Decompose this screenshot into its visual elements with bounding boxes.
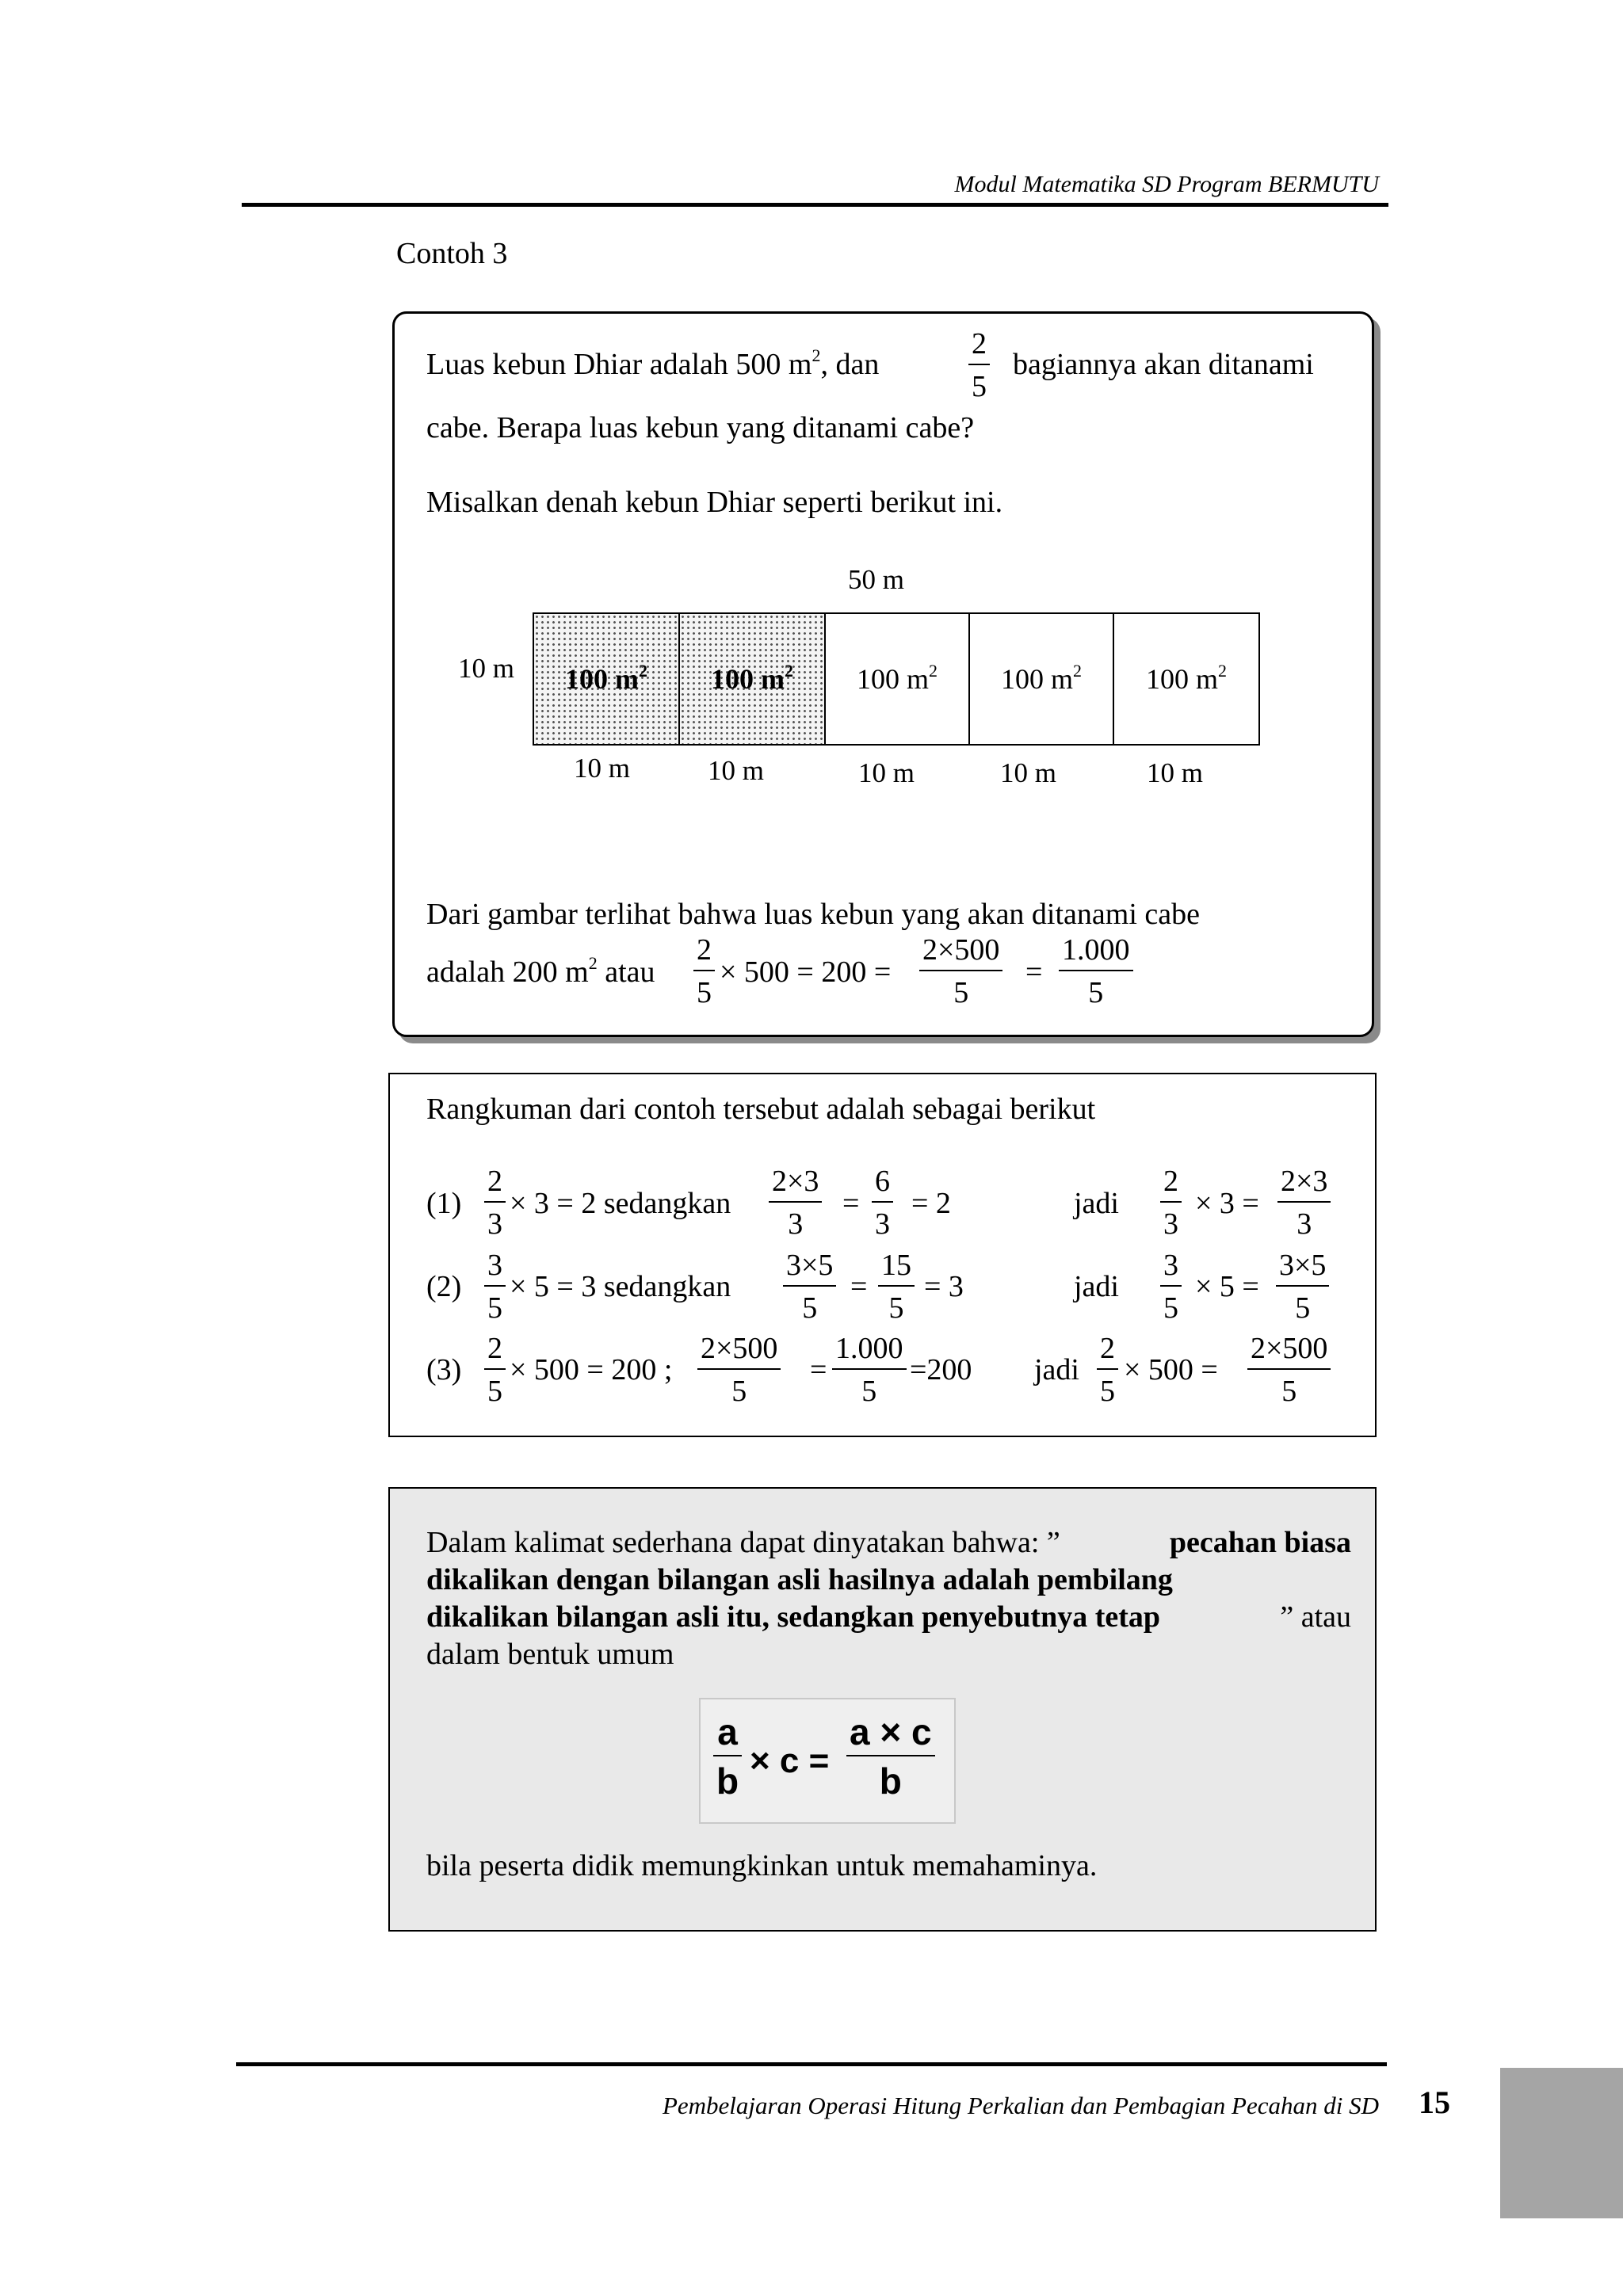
fraction: 3 5	[1160, 1250, 1182, 1323]
conclusion-line2: adalah 200 $m^2$ atau	[426, 953, 655, 989]
equation-text: × 3 =	[1195, 1187, 1259, 1220]
equation-text: × 500 = 200 =	[720, 955, 892, 989]
fraction: 2×3 3	[769, 1166, 822, 1239]
equation-text: × 5 = 3 sedangkan	[510, 1270, 731, 1303]
fraction: 3×5 5	[783, 1250, 836, 1323]
fraction-two-fifths: 2 5	[968, 329, 990, 402]
fraction: 2×500 5	[919, 935, 1002, 1008]
fraction: 3×5 5	[1276, 1250, 1329, 1323]
rule-closing: bila peserta didik memungkinkan untuk memahaminya.	[426, 1849, 1098, 1882]
garden-plot-planted: 100 $m^2$	[533, 612, 680, 746]
page-tab	[1500, 2068, 1623, 2218]
summary-row-label: (3)	[426, 1353, 462, 1386]
example-heading: Contoh 3	[396, 237, 508, 270]
formula-fraction: a × c b	[846, 1714, 935, 1799]
summary-title: Rangkuman dari contoh tersebut adalah sebagai berikut	[426, 1093, 1096, 1126]
plot-width-label: 10 m	[574, 753, 630, 784]
fraction: 2 3	[1160, 1166, 1182, 1239]
example-line1: Luas kebun Dhiar adalah 500 $m^2$, dan	[426, 345, 880, 381]
fraction: 3 5	[484, 1250, 506, 1323]
rule-line3: dikalikan bilangan asli itu, sedangkan penyebutnya tetap ” atau	[426, 1600, 1351, 1634]
fraction: 2×3 3	[1277, 1166, 1331, 1239]
fraction: 15 5	[878, 1250, 915, 1323]
conclusion-line1: Dari gambar terlihat bahwa luas kebun yang akan ditanami cabe	[426, 898, 1200, 931]
fraction: 2 3	[484, 1166, 506, 1239]
equals-sign: =	[810, 1353, 827, 1386]
rule-line2: dikalikan dengan bilangan asli hasilnya adalah pembilang	[426, 1563, 1173, 1596]
header-rule	[242, 203, 1388, 207]
plot-width-label: 10 m	[708, 755, 764, 786]
equation-text: × 500 =	[1124, 1353, 1218, 1386]
equals-sign: =	[1025, 955, 1043, 989]
fraction: 2 5	[484, 1333, 506, 1406]
garden-plot-planted: 100 $m^2$	[678, 612, 826, 746]
page-number: 15	[1419, 2084, 1450, 2120]
jadi-label: jadi	[1034, 1353, 1079, 1386]
rule-line4: dalam bentuk umum	[426, 1638, 674, 1671]
header-title: Modul Matematika SD Program BERMUTU	[954, 171, 1379, 197]
equation-text: =200	[910, 1353, 972, 1386]
equation-text: = 3	[924, 1270, 964, 1303]
footer-title: Pembelajaran Operasi Hitung Perkalian dan Pembagian Pecahan di SD	[662, 2092, 1379, 2119]
equation-text: × 500 = 200 ;	[510, 1353, 673, 1386]
fraction: 2×500 5	[1247, 1333, 1331, 1406]
formula-fraction: a b	[713, 1714, 742, 1799]
summary-row-label: (2)	[426, 1270, 462, 1303]
example-line1-end: bagiannya akan ditanami	[1013, 348, 1314, 381]
example-line3: Misalkan denah kebun Dhiar seperti berikut ini.	[426, 486, 1003, 519]
equation-text: = 2	[911, 1187, 951, 1220]
equation-text: × 5 =	[1195, 1270, 1259, 1303]
footer-rule	[236, 2062, 1387, 2066]
plot-width-label: 10 m	[1000, 757, 1056, 788]
fraction: 1.000 5	[832, 1333, 907, 1406]
rule-line1: Dalam kalimat sederhana dapat dinyatakan bahwa: ” pecahan biasa	[426, 1526, 1351, 1559]
plot-width-label: 10 m	[1147, 757, 1203, 788]
jadi-label: jadi	[1074, 1187, 1119, 1220]
equals-sign: =	[842, 1187, 860, 1220]
fraction: 1.000 5	[1059, 935, 1133, 1008]
fraction: 2×500 5	[697, 1333, 781, 1406]
jadi-label: jadi	[1074, 1270, 1119, 1303]
example-line2: cabe. Berapa luas kebun yang ditanami cabe?	[426, 411, 975, 444]
diagram-width-label: 50 m	[848, 564, 904, 595]
garden-plot: 100 $m^2$	[1113, 612, 1260, 746]
equals-sign: =	[850, 1270, 868, 1303]
diagram-height-label: 10 m	[458, 653, 514, 684]
fraction: 2 5	[1097, 1333, 1118, 1406]
fraction: 6 3	[872, 1166, 893, 1239]
formula-text: × c =	[750, 1741, 830, 1780]
equation-text: × 3 = 2 sedangkan	[510, 1187, 731, 1220]
summary-row-label: (1)	[426, 1187, 462, 1220]
fraction: 2 5	[693, 935, 715, 1008]
garden-plot: 100 $m^2$	[824, 612, 970, 746]
plot-width-label: 10 m	[858, 757, 915, 788]
garden-plot: 100 $m^2$	[968, 612, 1114, 746]
